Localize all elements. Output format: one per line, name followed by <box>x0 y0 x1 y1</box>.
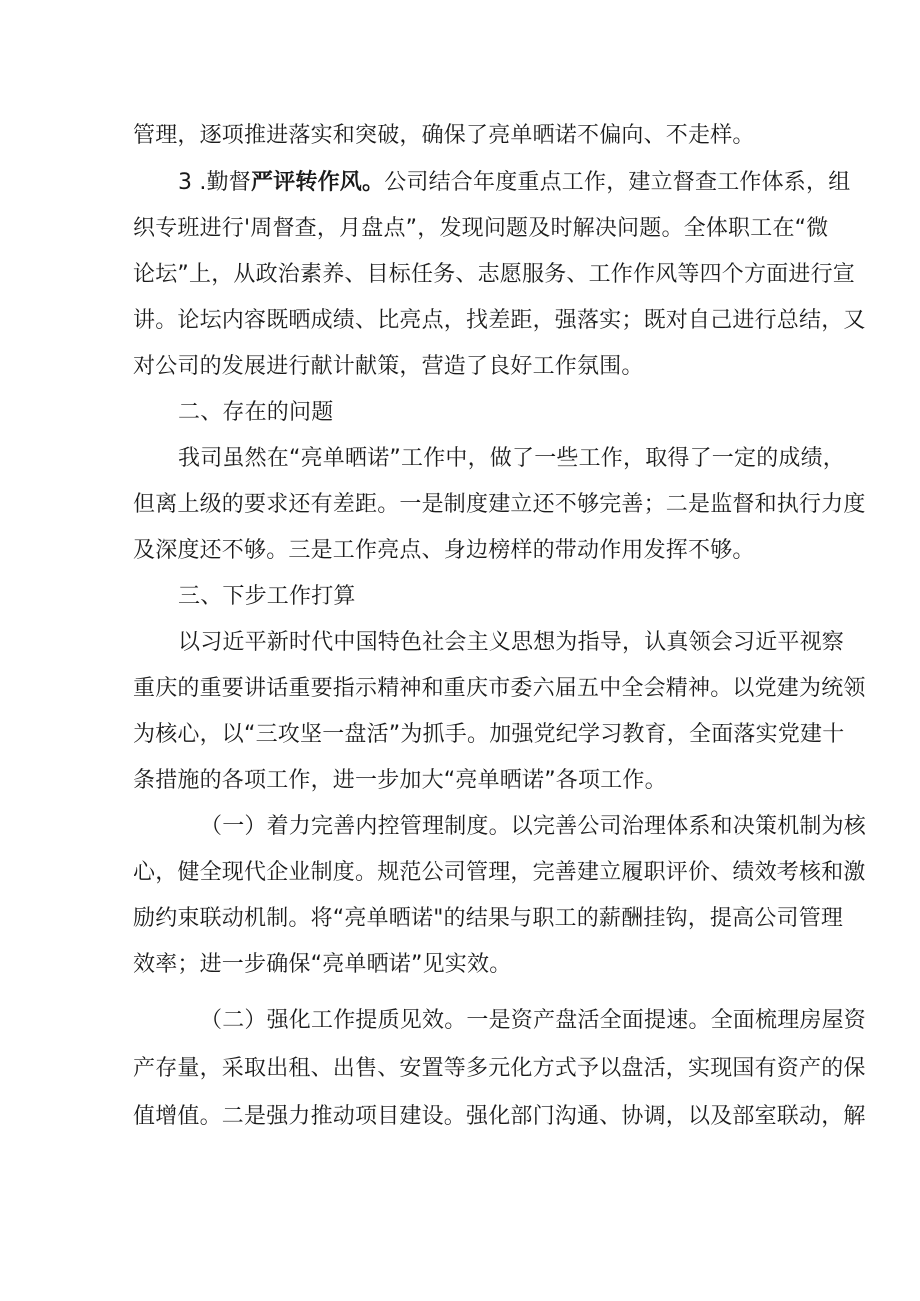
paragraph-line: 织专班进行'周督查，月盘点”，发现问题及时解决问题。全体职工在“微 <box>133 216 829 241</box>
paragraph-line: 但离上级的要求还有差距。一是制度建立还不够完善；二是监督和执行力度 <box>133 492 866 517</box>
paragraph-line: （一）着力完善内控管理制度。以完善公司治理体系和决策机制为核 <box>200 814 867 839</box>
section-heading: 二、存在的问题 <box>178 400 334 425</box>
paragraph-line: 值增值。二是强力推动项目建设。强化部门沟通、协调，以及部室联动，解 <box>133 1104 866 1129</box>
item-number: 3 .勤督 <box>178 170 251 195</box>
paragraph-line: （二）强化工作提质见效。一是资产盘活全面提速。全面梳理房屋资 <box>200 1008 867 1033</box>
paragraph-line: 条措施的各项工作，进一步加大“亮单晒诺”各项工作。 <box>133 768 667 793</box>
paragraph-line: 为核心，以“三攻坚一盘活”为抓手。加强党纪学习教育，全面落实党建十 <box>133 722 845 747</box>
paragraph-line: 讲。论坛内容既晒成绩、比亮点，找差距，强落实；既对自己进行总结，又 <box>133 308 866 333</box>
paragraph-line: 重庆的重要讲话重要指示精神和重庆市委六届五中全会精神。以党建为统领 <box>133 676 866 701</box>
paragraph-line: 励约束联动机制。将“亮单晒诺"的结果与职工的薪酬挂钩，提高公司管理 <box>133 906 844 931</box>
paragraph-line: 心，健全现代企业制度。规范公司管理，完善建立履职评价、绩效考核和激 <box>133 860 866 885</box>
paragraph-line <box>178 168 851 198</box>
paragraph-line: 论坛”上，从政治素养、目标任务、志愿服务、工作作风等四个方面进行宣 <box>133 262 855 287</box>
bold-heading: 严评转作风。 <box>250 170 385 195</box>
paragraph-line: 产存量，采取出租、出售、安置等多元化方式予以盘活，实现国有资产的保 <box>133 1056 866 1081</box>
section-heading: 三、下步工作打算 <box>178 584 356 609</box>
paragraph-line: 以习近平新时代中国特色社会主义思想为指导，认真领会习近平视察 <box>178 630 845 655</box>
paragraph-line: 管理，逐项推进落实和突破，确保了亮单晒诺不偏向、不走样。 <box>133 123 755 148</box>
paragraph-line: 及深度还不够。三是工作亮点、身边榜样的带动作用发挥不够。 <box>133 538 755 563</box>
paragraph-line: 效率；进一步确保“亮单晒诺”见实效。 <box>133 952 512 977</box>
paragraph-line: 我司虽然在“亮单晒诺”工作中，做了一些工作，取得了一定的成绩， <box>178 446 845 471</box>
paragraph-line: 对公司的发展进行献计献策，营造了良好工作氛围。 <box>133 354 644 379</box>
paragraph-text: 公司结合年度重点工作，建立督查工作体系，组 <box>384 170 851 195</box>
